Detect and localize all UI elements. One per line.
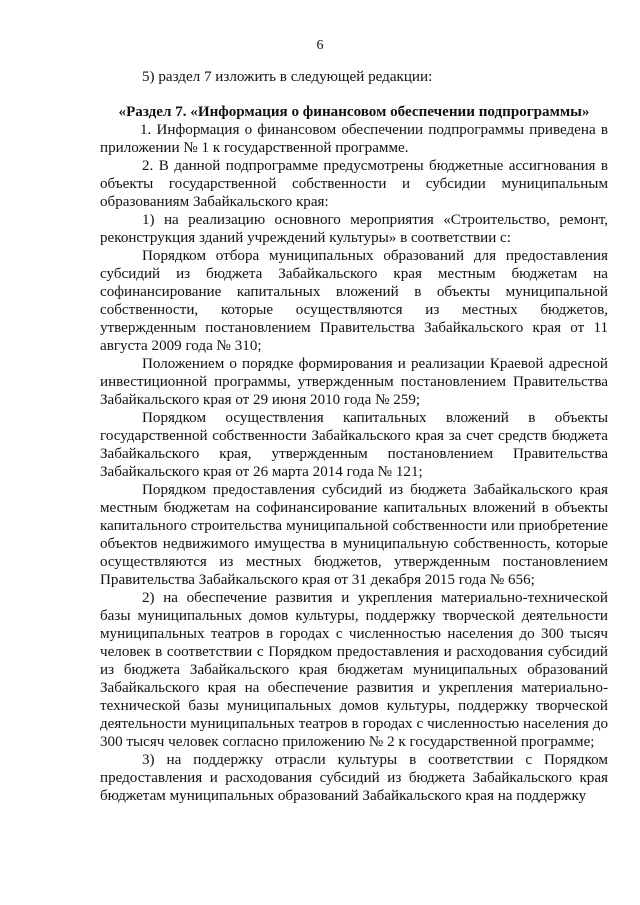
paragraph-2: 2. В данной подпрограмме предусмотрены бюджетные ассигнования в объекты государственной собственности и субсидии муниципальным образованиям Забайкальского края: [100, 158, 608, 210]
document-body [100, 68, 608, 805]
paragraph-7: Порядком предоставления субсидий из бюджета Забайкальского края местным бюджетам на софинансирование капитальных вложений в объекты капитального строительства муниципальной собственности или приобретение объектов недвижимого имущества в муниципальную собственность, которые осуществляются из местных бюджетов, утвержденным постановлением Правительства Забайкальского края от 31 декабря 2015 года № 656; [100, 482, 608, 588]
paragraph-8: 2) на обеспечение развития и укрепления материально-технической базы муниципальных домов культуры, поддержку творческой деятельности муниципальных театров в городах с численностью населения до 300 тысяч человек в соответствии с Порядком предоставления и расходования субсидий из бюджета Забайкальского края бюджетам муниципальных образований Забайкальского края на обеспечение развития и укрепления материально-технической базы муниципальных домов культуры, поддержку творческой деятельности муниципальных театров в городах с численностью населения до 300 тысяч человек согласно приложению № 2 к государственной программе; [100, 590, 608, 750]
paragraph-1: 1. Информация о финансовом обеспечении подпрограммы приведена в приложении № 1 к государственной программе. [100, 122, 608, 156]
paragraph-9: 3) на поддержку отрасли культуры в соответствии с Порядком предоставления и расходования субсидий из бюджета Забайкальского края бюджетам муниципальных образований Забайкальского края на поддержку [100, 752, 608, 804]
amendment-instruction: 5) раздел 7 изложить в следующей редакции: [142, 69, 433, 85]
page-number: 6 [316, 38, 324, 53]
paragraph-4: Порядком отбора муниципальных образований для предоставления субсидий из бюджета Забайкальского края местным бюджетам на софинансирование капитальных вложений в объекты муниципальной собственности, которые осуществляются из местных бюджетов, утвержденным постановлением Правительства Забайкальского края от 11 августа 2009 года № 310; [100, 248, 608, 354]
section-heading: «Раздел 7. «Информация о финансовом обеспечении подпрограммы» [118, 104, 590, 120]
paragraph-5: Положением о порядке формирования и реализации Краевой адресной инвестиционной программы, утвержденным постановлением Правительства Забайкальского края от 29 июня 2010 года № 259; [100, 356, 608, 408]
paragraph-3: 1) на реализацию основного мероприятия «Строительство, ремонт, реконструкция зданий учреждений культуры» в соответствии с: [100, 212, 608, 246]
paragraph-6: Порядком осуществления капитальных вложений в объекты государственной собственности Забайкальского края за счет средств бюджета Забайкальского края, утвержденным постановлением Правительства Забайкальского края от 26 марта 2014 года № 121; [100, 410, 608, 480]
